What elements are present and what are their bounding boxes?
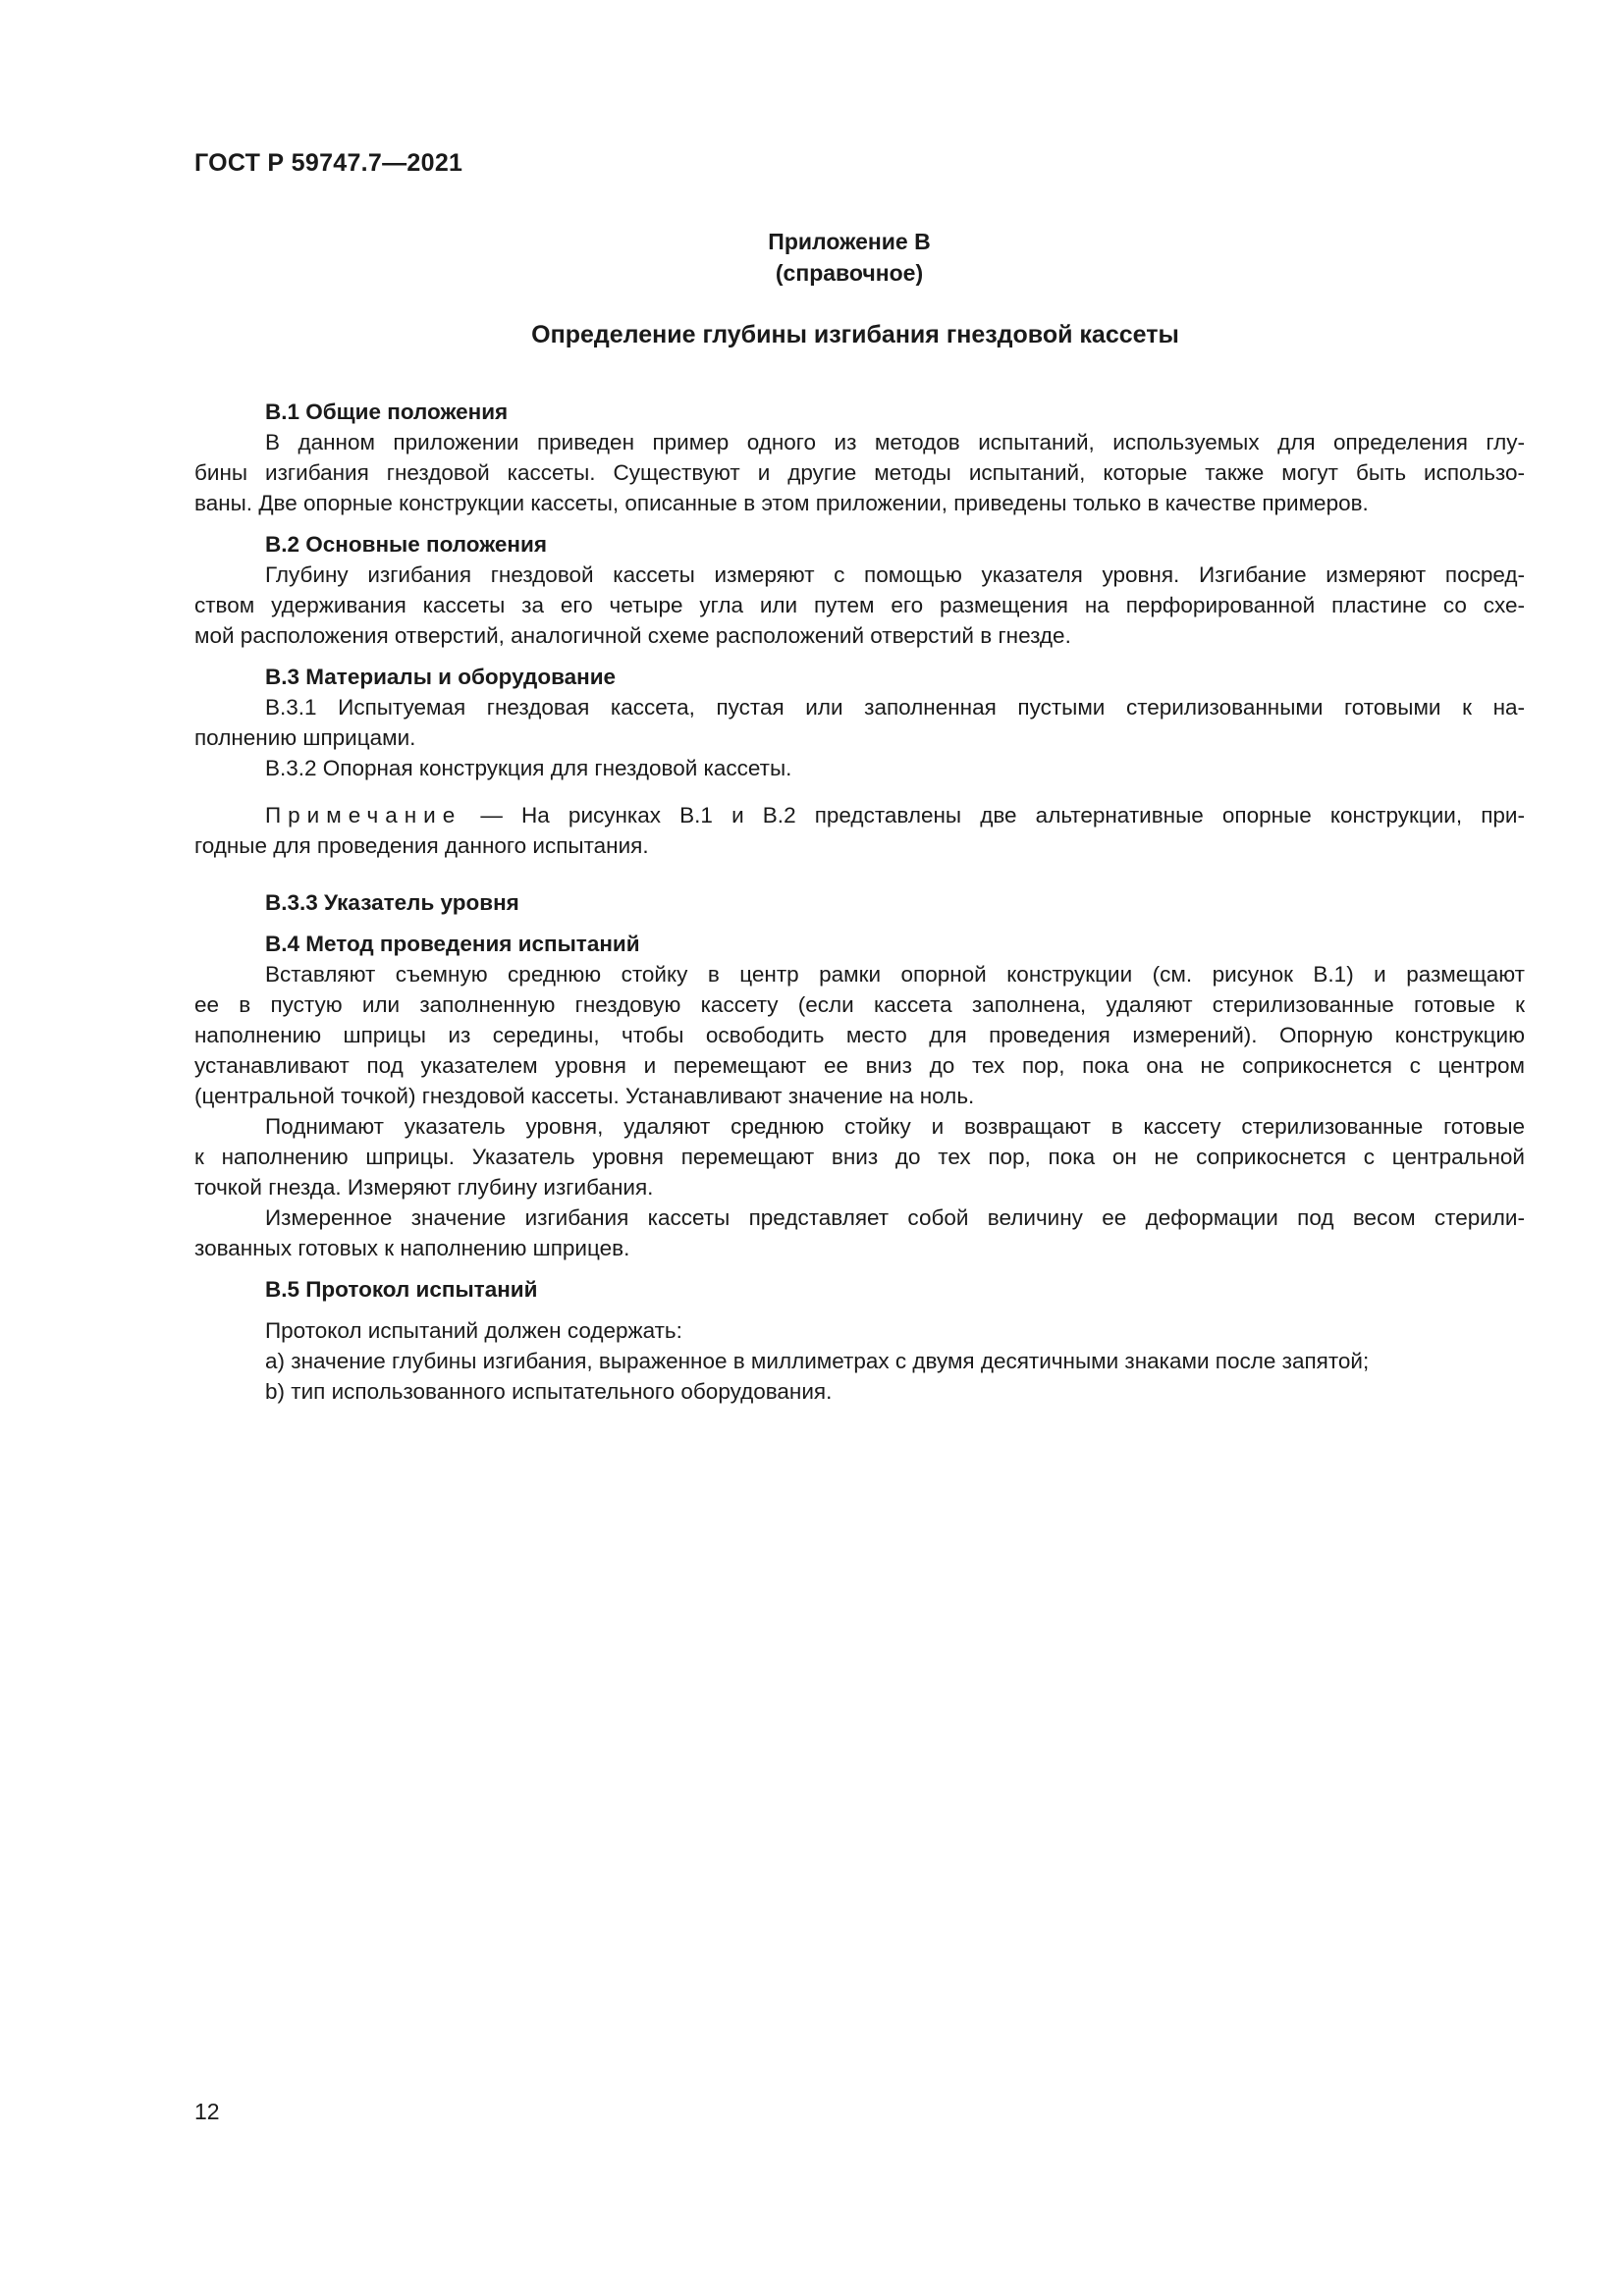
document-title: Определение глубины изгибания гнездовой кассеты (531, 321, 1179, 348)
text-line: ством удерживания кассеты за его четыре угла или путем его размещения на перфорированной пластине со схе- (194, 593, 1525, 617)
standard-code: ГОСТ Р 59747.7—2021 (194, 149, 463, 177)
text-line: Поднимают указатель уровня, удаляют среднюю стойку и возвращают в кассету стерилизованные готовые (265, 1114, 1525, 1139)
section-title-b3-3: В.3.3 Указатель уровня (265, 890, 519, 915)
section-title-b3: В.3 Материалы и оборудование (265, 665, 617, 689)
section-b4-paragraph-3 (194, 1202, 1525, 1263)
section-b4-paragraph-1 (194, 959, 1525, 1111)
text-line: к наполнению шприцы. Указатель уровня перемещают вниз до тех пор, пока он не соприкоснется с центральной (194, 1145, 1525, 1169)
section-title-b4: В.4 Метод проведения испытаний (265, 932, 640, 956)
section-b4-paragraph-2 (194, 1111, 1525, 1202)
list-item-a: a) значение глубины изгибания, выраженное в миллиметрах с двумя десятичными знаками после запятой; (265, 1349, 1370, 1373)
text-line: наполнению шприцы из середины, чтобы освободить место для проведения измерений). Опорную конструкцию (194, 1023, 1525, 1047)
page-number: 12 (194, 2099, 220, 2124)
text-line: ваны. Две опорные конструкции кассеты, описанные в этом приложении, приведены только в качестве примеров. (194, 491, 1369, 515)
text-line: годные для проведения данного испытания. (194, 833, 649, 858)
text-line: (центральной точкой) гнездовой кассеты. Устанавливают значение на ноль. (194, 1084, 975, 1108)
section-b2-paragraph (194, 560, 1525, 651)
text-line: В данном приложении приведен пример одного из методов испытаний, используемых для определения глу- (265, 430, 1525, 454)
note-label: Примечание (265, 803, 462, 828)
text-line: Глубину изгибания гнездовой кассеты измеряют с помощью указателя уровня. Изгибание измеряют посред- (265, 562, 1525, 587)
section-title-b2: В.2 Основные положения (265, 532, 547, 557)
text-line: мой расположения отверстий, аналогичной схеме расположений отверстий в гнезде. (194, 623, 1071, 648)
text-line: бины изгибания гнездовой кассеты. Существуют и другие методы испытаний, которые также могут быть использо- (194, 460, 1525, 485)
note-text: — На рисунках В.1 и В.2 представлены две альтернативные опорные конструкции, при- (461, 803, 1525, 828)
section-b3-item-1 (194, 692, 1525, 753)
text-line: Вставляют съемную среднюю стойку в центр рамки опорной конструкции (см. рисунок В.1) и размещают (265, 962, 1525, 987)
section-b1-paragraph (194, 427, 1525, 518)
note-first-line (194, 800, 1525, 830)
appendix-status: (справочное) (775, 260, 924, 286)
list-item-b: b) тип использованного испытательного оборудования. (265, 1379, 833, 1404)
text-line: В.3.1 Испытуемая гнездовая кассета, пустая или заполненная пустыми стерилизованными готовыми к на- (265, 695, 1525, 720)
appendix-heading (0, 226, 1624, 289)
section-title-b1: В.1 Общие положения (265, 400, 509, 424)
section-b3-note (194, 800, 1525, 861)
text-line: Измеренное значение изгибания кассеты представляет собой величину ее деформации под весом стерили- (265, 1205, 1525, 1230)
section-b5-intro: Протокол испытаний должен содержать: (265, 1318, 682, 1343)
text-line: ее в пустую или заполненную гнездовую кассету (если кассета заполнена, удаляют стерилизованные готовые к (194, 992, 1525, 1017)
document-body (194, 397, 1525, 1407)
section-b3-item-2: В.3.2 Опорная конструкция для гнездовой кассеты. (265, 756, 792, 780)
text-line: точкой гнезда. Измеряют глубину изгибания. (194, 1175, 654, 1200)
text-line: устанавливают под указателем уровня и перемещают ее вниз до тех пор, пока она не соприкоснется с центром (194, 1053, 1525, 1078)
text-line: зованных готовых к наполнению шприцев. (194, 1236, 630, 1260)
appendix-label: Приложение В (768, 229, 931, 254)
text-line: полнению шприцами. (194, 725, 416, 750)
section-title-b5: В.5 Протокол испытаний (265, 1277, 538, 1302)
